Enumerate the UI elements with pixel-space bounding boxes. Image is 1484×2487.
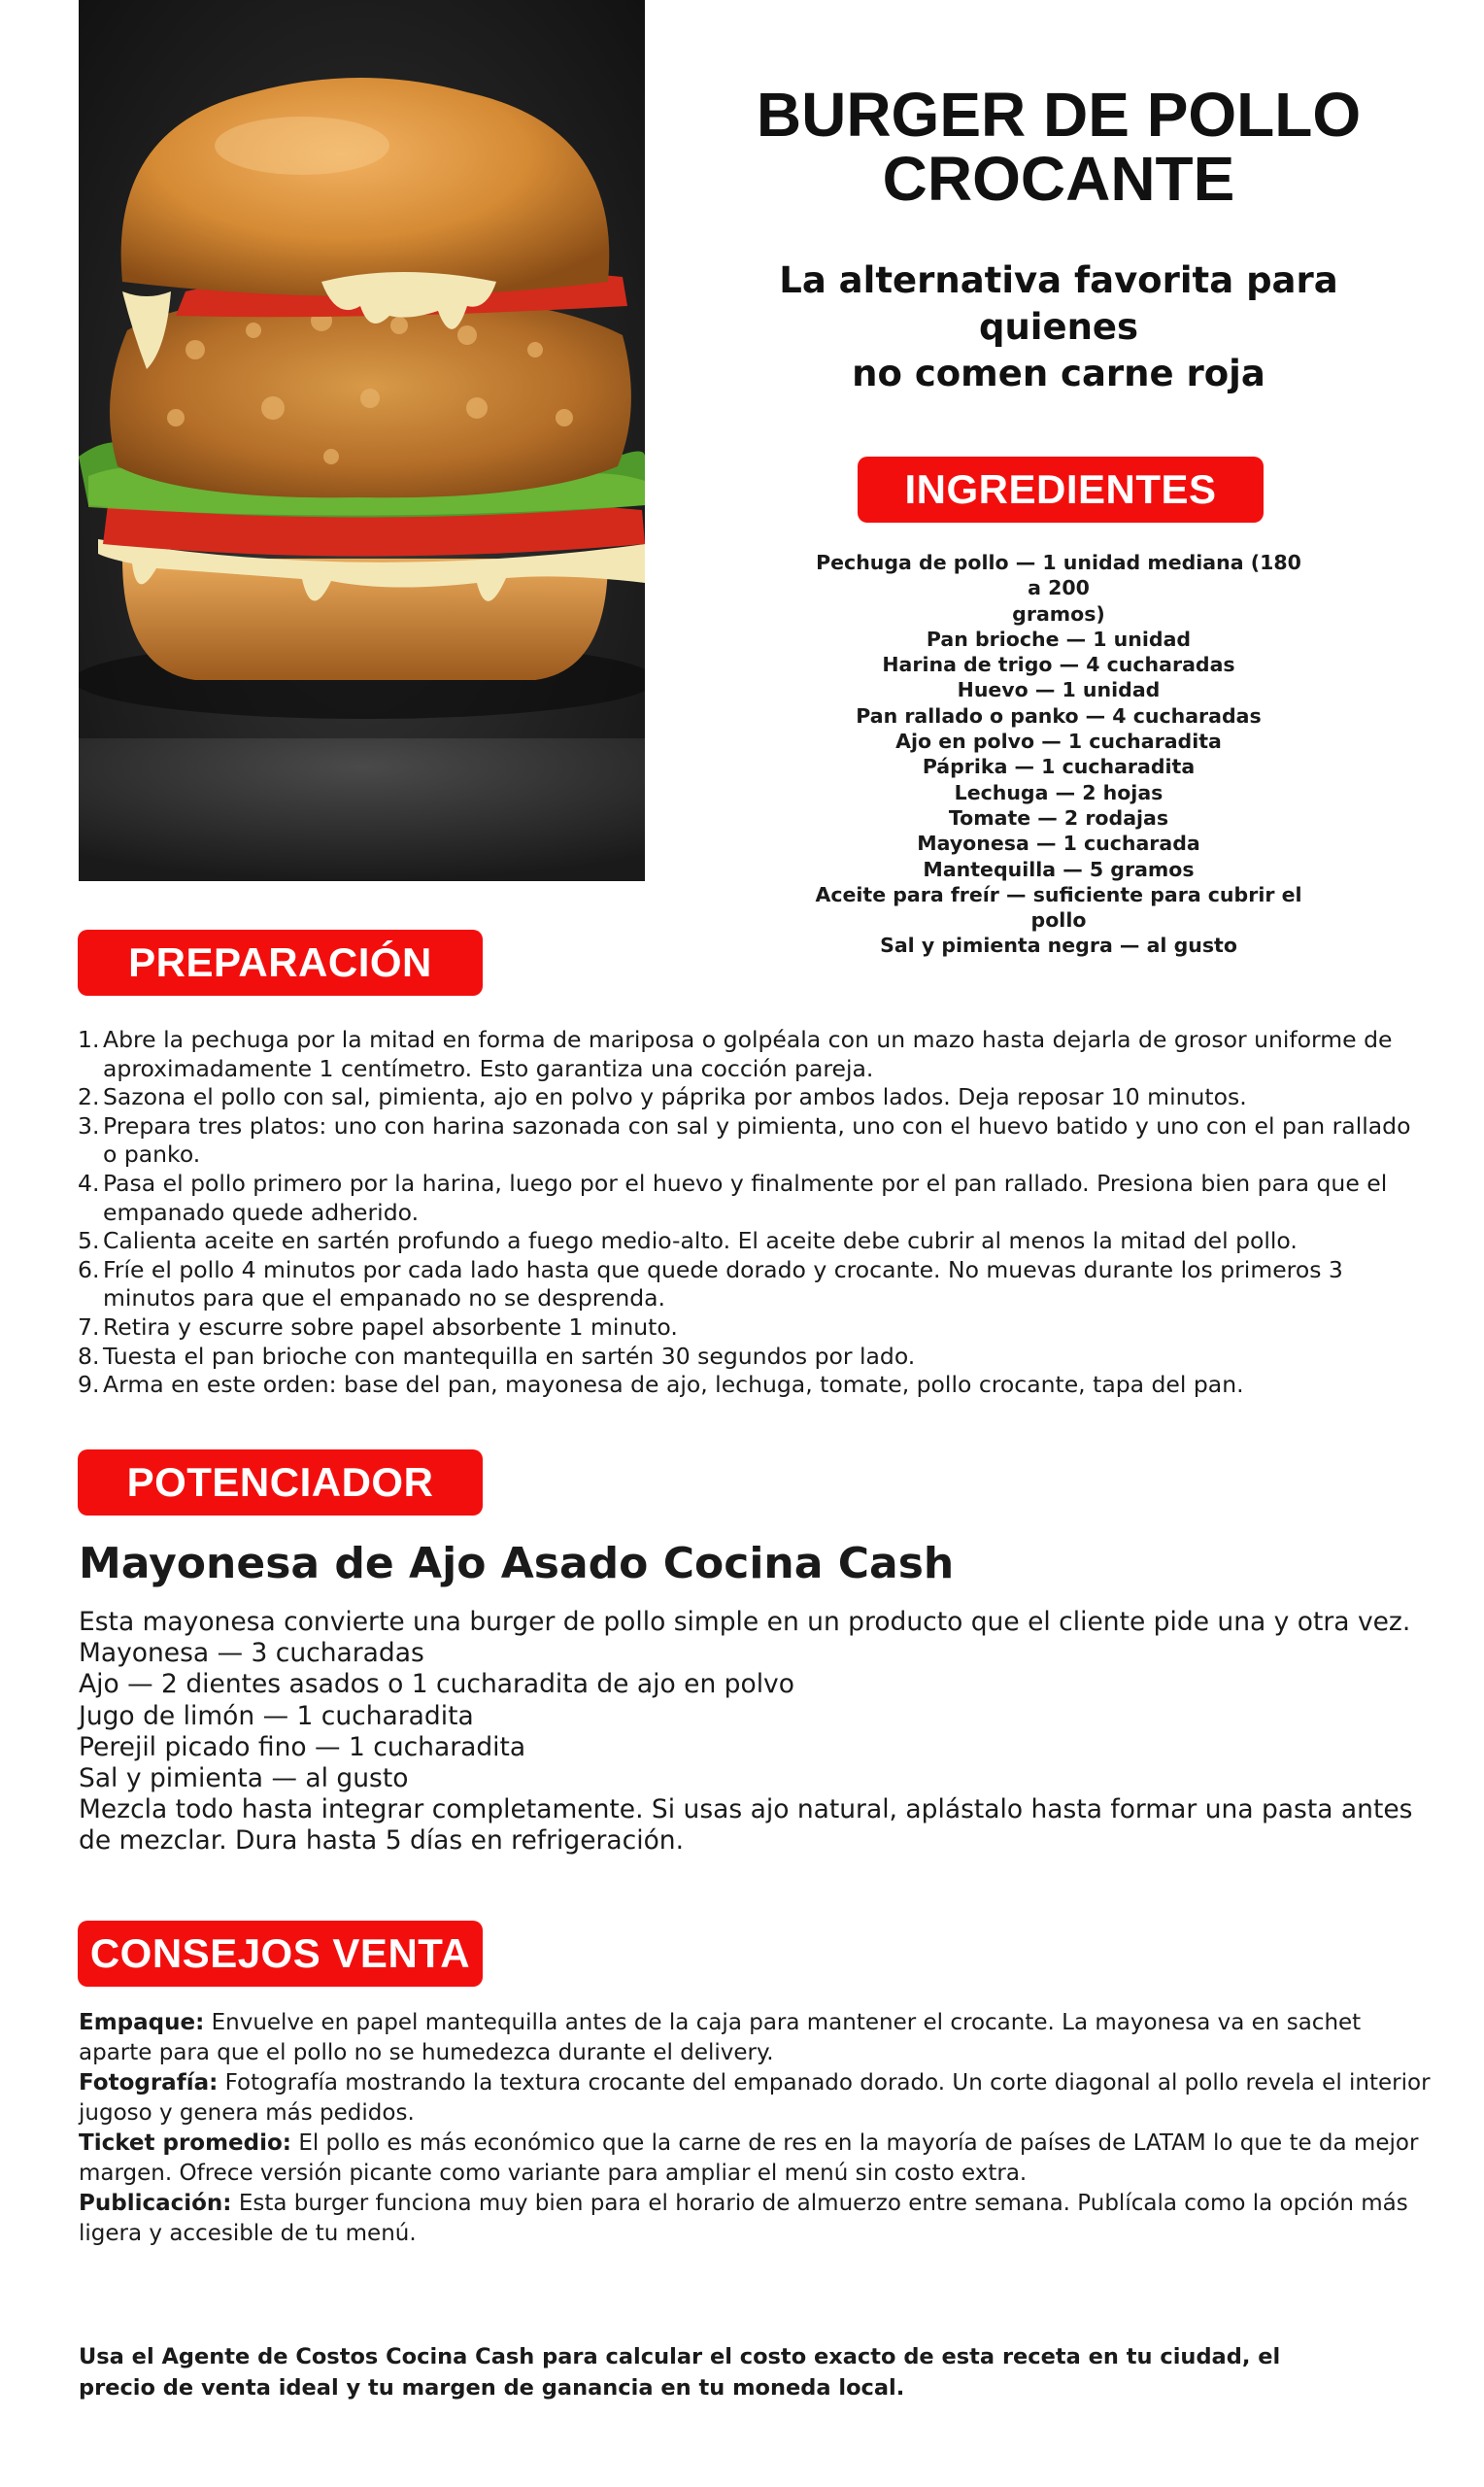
tip-text: Fotografía mostrando la textura crocante del empanado dorado. Un corte diagonal al pollo revela el interior jugoso y genera más pedidos.	[79, 2070, 1431, 2126]
step-item	[78, 1371, 1428, 1400]
step-item	[78, 1343, 1428, 1372]
subtitle-line-2: no comen carne roja	[852, 353, 1265, 394]
ingredient-item: Mantequilla — 5 gramos	[923, 857, 1195, 881]
ingredient-item: Mayonesa — 1 cucharada	[917, 832, 1200, 856]
ingredients-list	[806, 550, 1311, 959]
ingredient-item: Aceite para freír — suficiente para cubrir el pollo	[815, 882, 1302, 933]
step-text: Fríe el pollo 4 minutos por cada lado hasta que quede dorado y crocante. No muevas durante los primeros 3 minutos para que el empanado no se desprenda.	[103, 1255, 1343, 1312]
booster-body	[79, 1607, 1438, 1857]
tip-item	[79, 2189, 1438, 2249]
step-item	[78, 1026, 1428, 1083]
title-line-2: CROCANTE	[882, 144, 1235, 214]
subtitle-line-1: La alternativa favorita para quienes	[779, 259, 1338, 348]
step-text: Arma en este orden: base del pan, mayonesa de ajo, lechuga, tomate, pollo crocante, tapa del pan.	[103, 1371, 1244, 1399]
step-item	[78, 1083, 1428, 1112]
booster-title: Mayonesa de Ajo Asado Cocina Cash	[79, 1539, 955, 1588]
step-number: 4.	[78, 1169, 100, 1197]
step-item	[78, 1227, 1428, 1256]
tip-item	[79, 2068, 1438, 2129]
ingredient-item: Pan rallado o panko — 4 cucharadas	[856, 703, 1262, 728]
step-number: 9.	[78, 1371, 100, 1399]
step-number: 7.	[78, 1312, 100, 1341]
tip-label: Empaque:	[79, 2010, 205, 2035]
chicken-burger-photo	[79, 0, 645, 881]
step-number: 8.	[78, 1342, 100, 1370]
preparation-heading: PREPARACIÓN	[78, 930, 483, 996]
step-text: Tuesta el pan brioche con mantequilla en sartén 30 segundos por lado.	[103, 1342, 916, 1370]
ingredients-heading: INGREDIENTES	[858, 457, 1264, 523]
tip-item	[79, 2008, 1438, 2068]
tips-list	[79, 2008, 1438, 2249]
tips-heading: CONSEJOS VENTA	[78, 1921, 483, 1987]
booster-heading: POTENCIADOR	[78, 1449, 483, 1516]
step-number: 5.	[78, 1227, 100, 1255]
step-item	[78, 1112, 1428, 1170]
tip-text: Envuelve en papel mantequilla antes de la caja para mantener el crocante. La mayonesa va en sachet aparte para que el pollo no se humedezca durante el delivery.	[79, 2010, 1362, 2065]
booster-item: Mayonesa — 3 cucharadas	[79, 1638, 424, 1669]
step-text: Calienta aceite en sartén profundo a fuego medio-alto. El aceite debe cubrir al menos la mitad del pollo.	[103, 1227, 1298, 1255]
tip-item	[79, 2129, 1438, 2189]
step-item	[78, 1313, 1428, 1343]
ingredient-item: Huevo — 1 unidad	[957, 678, 1161, 702]
step-number: 2.	[78, 1083, 100, 1111]
booster-item: Sal y pimienta — al gusto	[79, 1763, 409, 1794]
step-item	[78, 1256, 1428, 1313]
title-line-1: BURGER DE POLLO	[756, 80, 1362, 150]
step-text: Pasa el pollo primero por la harina, luego por el huevo y finalmente por el pan rallado. Presiona bien para que el empanado quede adherido.	[103, 1169, 1388, 1226]
booster-item: Ajo — 2 dientes asados o 1 cucharadita de ajo en polvo	[79, 1669, 794, 1700]
tip-label: Ticket promedio:	[79, 2130, 292, 2156]
ingredient-item: Sal y pimienta negra — al gusto	[880, 934, 1237, 958]
preparation-steps	[78, 1026, 1428, 1400]
ingredient-item: Lechuga — 2 hojas	[954, 780, 1164, 804]
step-text: Abre la pechuga por la mitad en forma de mariposa o golpéala con un mazo hasta dejarla de grosor uniforme de aproximadamente 1 centímetro. Esto garantiza una cocción pareja.	[103, 1026, 1393, 1082]
step-text: Sazona el pollo con sal, pimienta, ajo en polvo y páprika por ambos lados. Deja reposar 10 minutos.	[103, 1083, 1247, 1111]
booster-intro: Esta mayonesa convierte una burger de pollo simple en un producto que el cliente pide una y otra vez.	[79, 1607, 1411, 1637]
ingredient-item: Tomate — 2 rodajas	[948, 805, 1169, 830]
tip-text: El pollo es más económico que la carne de res en la mayoría de países de LATAM lo que te da mejor margen. Ofrece versión picante como variante para ampliar el menú sin costo extra.	[79, 2130, 1419, 2186]
step-text: Prepara tres platos: uno con harina sazonada con sal y pimienta, uno con el huevo batido y uno con el pan rallado o panko.	[103, 1111, 1411, 1169]
tip-label: Publicación:	[79, 2191, 232, 2216]
ingredient-item: Harina de trigo — 4 cucharadas	[882, 653, 1235, 677]
booster-closing: Mezcla todo hasta integrar completamente. Si usas ajo natural, aplástalo hasta formar una pasta antes de mezclar. Dura hasta 5 días en refrigeración.	[79, 1794, 1413, 1857]
ingredient-item: Páprika — 1 cucharadita	[922, 755, 1196, 779]
booster-item: Perejil picado fino — 1 cucharadita	[79, 1731, 526, 1762]
step-number: 6.	[78, 1255, 100, 1283]
step-number: 1.	[78, 1026, 100, 1053]
ingredient-item: Pan brioche — 1 unidad	[926, 627, 1192, 651]
booster-item: Jugo de limón — 1 cucharadita	[79, 1700, 474, 1731]
ingredient-item: gramos)	[1012, 601, 1105, 626]
step-text: Retira y escurre sobre papel absorbente 1 minuto.	[103, 1312, 678, 1341]
tip-text: Esta burger funciona muy bien para el horario de almuerzo entre semana. Publícala como la opción más ligera y accesible de tu menú.	[79, 2191, 1408, 2246]
step-item	[78, 1170, 1428, 1227]
page-title	[719, 80, 1399, 214]
ingredient-item: Ajo en polvo — 1 cucharadita	[895, 730, 1222, 754]
ingredient-item: Pechuga de pollo — 1 unidad mediana (180 a 200	[816, 551, 1301, 600]
tip-label: Fotografía:	[79, 2070, 219, 2095]
step-number: 3.	[78, 1111, 100, 1140]
page-subtitle	[719, 257, 1399, 397]
footer-note: Usa el Agente de Costos Cocina Cash para calcular el costo exacto de esta receta en tu ciudad, el precio de venta ideal y tu margen de ganancia en tu moneda local.	[79, 2344, 1281, 2401]
